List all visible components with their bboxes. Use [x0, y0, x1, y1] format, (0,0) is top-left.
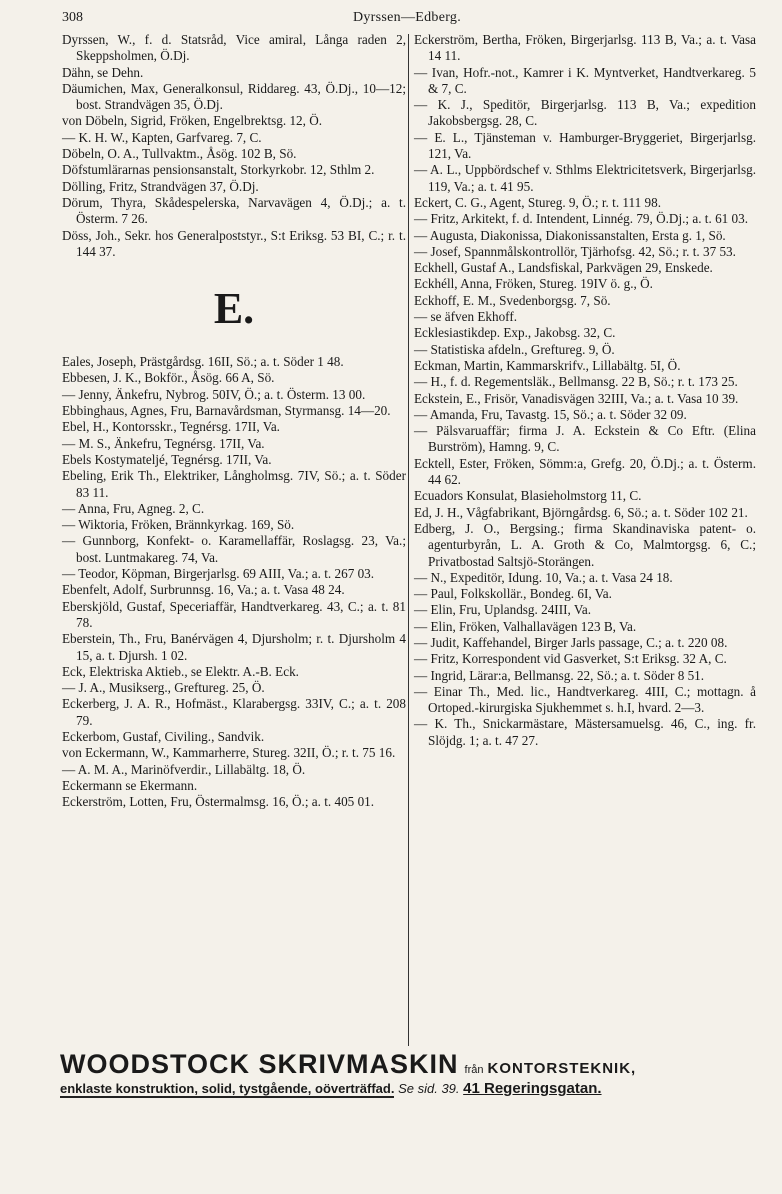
directory-entry: Dyrssen, W., f. d. Statsråd, Vice amiral, Långa raden 2, Skeppsholmen, Ö.Dj.	[62, 32, 406, 64]
ad-from: från	[464, 1064, 484, 1076]
directory-entry: — M. S., Änkefru, Tegnérsg. 17II, Va.	[62, 435, 265, 451]
right-entries	[414, 32, 756, 749]
directory-entry: — E. L., Tjänsteman v. Hamburger-Bryggeriet, Birgerjarlsg. 121, Va.	[414, 129, 756, 162]
directory-entry: Eberskjöld, Gustaf, Speceriaffär, Handtverkareg. 43, C.; a. t. 81 78.	[62, 598, 406, 630]
directory-entry: — A. L., Uppbördschef v. Sthlms Elektricitetsverk, Birgerjarlsg. 119, Va.; a. t. 41 95.	[414, 162, 756, 194]
directory-entry: — N., Expeditör, Idung. 10, Va.; a. t. Vasa 24 18.	[414, 569, 673, 585]
directory-entry: — Anna, Fru, Agneg. 2, C.	[62, 500, 205, 516]
ad-tagline: enklaste konstruktion, solid, tystgående, oöverträffad.	[60, 1081, 395, 1096]
directory-entry: — Einar Th., Med. lic., Handtverkareg. 4III, C.; mottagn. å Ortoped.-kirurgiska Sjukhemmet s. h.I, hvard. 2—3.	[414, 683, 756, 716]
directory-entry: Däumichen, Max, Generalkonsul, Riddareg. 43, Ö.Dj., 10—12; bost. Strandvägen 35, Ö.Dj.	[62, 80, 406, 113]
directory-entry: Eckerbom, Gustaf, Civiling., Sandvik.	[62, 728, 265, 744]
directory-entry: Ecuadors Konsulat, Blasieholmstorg 11, C.	[414, 488, 642, 504]
directory-entry: — A. M. A., Marinöfverdir., Lillabältg. 18, Ö.	[62, 761, 306, 777]
ad-see-page: Se sid. 39.	[398, 1081, 460, 1096]
directory-entry: Ebels Kostymateljé, Tegnérsg. 17II, Va.	[62, 451, 272, 467]
directory-entry: — Ivan, Hofr.-not., Kamrer i K. Myntverket, Handtverkareg. 5 & 7, C.	[414, 64, 756, 96]
directory-entry: Dölling, Fritz, Strandvägen 37, Ö.Dj.	[62, 178, 259, 194]
directory-entry: — Fritz, Korrespondent vid Gasverket, S:t Eriksg. 32 A, C.	[414, 651, 727, 667]
ad-address: 41 Regeringsgatan.	[463, 1080, 602, 1097]
directory-entry: — Fritz, Arkitekt, f. d. Intendent, Linnég. 79, Ö.Dj.; a. t. 61 03.	[414, 211, 749, 227]
directory-entry: — Judit, Kaffehandel, Birger Jarls passage, C.; a. t. 220 08.	[414, 634, 728, 650]
directory-entry: Ebbinghaus, Agnes, Fru, Barnavårdsman, Styrmansg. 14—20.	[62, 403, 391, 419]
directory-entry: — Pälsvaruaffär; firma J. A. Eckstein & Co Eftr. (Elina Burström), Hamng. 9, C.	[414, 423, 756, 455]
directory-entry: — se äfven Ekhoff.	[414, 309, 518, 325]
directory-entry: — K. Th., Snickarmästare, Mästersamuelsg. 46, C., ing. fr. Slöjdg. 1; a. t. 47 27.	[414, 716, 756, 748]
directory-entry: Eckman, Martin, Kammarskrifv., Lillabältg. 5I, Ö.	[414, 357, 681, 373]
directory-entry: — Josef, Spannmålskontrollör, Tjärhofsg. 42, Sö.; r. t. 37 53.	[414, 243, 736, 259]
directory-entry: Eberstein, Th., Fru, Banérvägen 4, Djursholm; r. t. Djursholm 4 15, a. t. Djursh. 1 02.	[62, 631, 406, 663]
directory-entry: Eckhoff, E. M., Svedenborgsg. 7, Sö.	[414, 292, 611, 308]
directory-entry: Eckhéll, Anna, Fröken, Stureg. 19IV ö. g., Ö.	[414, 276, 653, 292]
directory-entry: — Augusta, Diakonissa, Diakonissanstalten, Ersta g. 1, Sö.	[414, 227, 726, 243]
page-number: 308	[62, 10, 83, 25]
directory-entry: Eckerström, Bertha, Fröken, Birgerjarlsg. 113 B, Va.; a. t. Vasa 14 11.	[414, 32, 756, 64]
page-header	[62, 10, 752, 30]
directory-entry: Ecklesiastikdep. Exp., Jakobsg. 32, C.	[414, 325, 616, 341]
directory-entry: Eales, Joseph, Prästgårdsg. 16II, Sö.; a. t. Söder 1 48.	[62, 354, 344, 370]
directory-entry: Ebeling, Erik Th., Elektriker, Långholmsg. 7IV, Sö.; a. t. Söder 83 11.	[62, 468, 406, 500]
directory-entry: Ecktell, Ester, Fröken, Sömm:a, Grefg. 20, Ö.Dj.; a. t. Österm. 44 62.	[414, 455, 756, 488]
left-column	[62, 32, 406, 810]
directory-entry: — Gunnborg, Konfekt- o. Karamellaffär, Roslagsg. 23, Va.; bost. Luntmakareg. 74, Va.	[62, 533, 406, 565]
directory-entry: Eckermann se Ekermann.	[62, 777, 198, 793]
directory-entry: Edberg, J. O., Bergsing.; firma Skandinaviska patent- o. agenturbyrån, L. A. Groth & Co, Malmtorgsg. 6, C.; Privatbostad Saltsjö-Storängen.	[414, 520, 756, 569]
directory-entry: — Statistiska afdeln., Greftureg. 9, Ö.	[414, 341, 615, 357]
directory-entry: Dörum, Thyra, Skådespelerska, Narvavägen 4, Ö.Dj.; a. t. Österm. 7 26.	[62, 194, 406, 227]
directory-entry: — K. J., Speditör, Birgerjarlsg. 113 B, Va.; expedition Jakobsbergsg. 28, C.	[414, 97, 756, 129]
advertisement	[60, 1050, 760, 1106]
column-divider	[408, 34, 409, 1046]
directory-entry: Ed, J. H., Vågfabrikant, Björngårdsg. 6, Sö.; a. t. Söder 102 21.	[414, 504, 748, 520]
directory-entry: — Elin, Fru, Uplandsg. 24III, Va.	[414, 602, 592, 618]
directory-entry: Eckhell, Gustaf A., Landsfiskal, Parkvägen 29, Enskede.	[414, 260, 713, 276]
directory-entry: Ebbesen, J. K., Bokför., Åsög. 66 A, Sö.	[62, 370, 275, 386]
ad-brand: WOODSTOCK SKRIVMASKIN	[60, 1049, 459, 1079]
directory-entry: Ebenfelt, Adolf, Surbrunnsg. 16, Va.; a. t. Vasa 48 24.	[62, 582, 345, 598]
directory-entry: Döbeln, O. A., Tullvaktm., Åsög. 102 B, Sö.	[62, 146, 297, 162]
directory-entry: Dähn, se Dehn.	[62, 64, 144, 80]
directory-entry: Döss, Joh., Sekr. hos Generalpoststyr., S:t Eriksg. 53 BI, C.; r. t. 144 37.	[62, 227, 406, 259]
ad-company: KONTORSTEKNIK,	[487, 1060, 637, 1077]
directory-entry: — Ingrid, Lärar:a, Bellmansg. 22, Sö.; a. t. Söder 8 51.	[414, 667, 705, 683]
directory-entry: — Paul, Folkskollär., Bondeg. 6I, Va.	[414, 586, 612, 602]
directory-entry: Eck, Elektriska Aktieb., se Elektr. A.-B. Eck.	[62, 663, 299, 679]
directory-entry: — Wiktoria, Fröken, Brännkyrkag. 169, Sö.	[62, 517, 295, 533]
left-entries-e	[62, 354, 406, 810]
directory-entry: von Döbeln, Sigrid, Fröken, Engelbrektsg. 12, Ö.	[62, 113, 323, 129]
directory-entry: Eckerström, Lotten, Fru, Östermalmsg. 16, Ö.; a. t. 405 01.	[62, 794, 375, 810]
directory-entry: Eckstein, E., Frisör, Vanadisvägen 32III, Va.; a. t. Vasa 10 39.	[414, 390, 739, 406]
running-title: Dyrssen—Edberg.	[352, 10, 462, 25]
directory-entry: — H., f. d. Regementsläk., Bellmansg. 22 B, Sö.; r. t. 173 25.	[414, 374, 738, 390]
directory-entry: Döfstumlärarnas pensionsanstalt, Storkyrkobr. 12, Sthlm 2.	[62, 162, 375, 178]
directory-entry: von Eckermann, W., Kammarherre, Stureg. 32II, Ö.; r. t. 75 16.	[62, 745, 396, 761]
directory-entry: Eckerberg, J. A. R., Hofmäst., Klarabergsg. 33IV, C.; a. t. 208 79.	[62, 696, 406, 728]
directory-entry: — Jenny, Änkefru, Nybrog. 50IV, Ö.; a. t. Österm. 13 00.	[62, 386, 366, 402]
directory-entry: Eckert, C. G., Agent, Stureg. 9, Ö.; r. t. 111 98.	[414, 194, 661, 210]
section-letter: E.	[213, 284, 255, 334]
right-column	[414, 32, 756, 749]
directory-entry: — Amanda, Fru, Tavastg. 15, Sö.; a. t. Söder 32 09.	[414, 406, 687, 422]
directory-entry: — K. H. W., Kapten, Garfvareg. 7, C.	[62, 129, 262, 145]
left-entries	[62, 32, 406, 260]
directory-entry: Ebel, H., Kontorsskr., Tegnérsg. 17II, Va.	[62, 419, 280, 435]
directory-entry: — Teodor, Köpman, Birgerjarlsg. 69 AIII, Va.; a. t. 267 03.	[62, 566, 375, 582]
directory-entry: — J. A., Musikserg., Greftureg. 25, Ö.	[62, 680, 265, 696]
directory-entry: — Elin, Fröken, Valhallavägen 123 B, Va.	[414, 618, 637, 634]
